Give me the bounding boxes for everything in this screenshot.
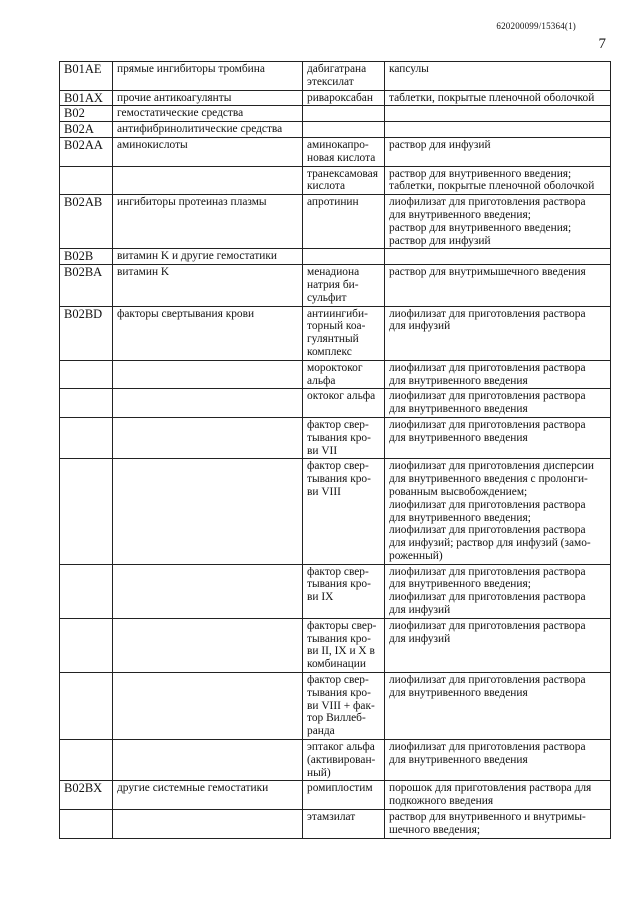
dosage-form-cell: [385, 249, 611, 265]
drug-name-line: тор Виллеб-: [307, 712, 366, 725]
drug-name-line: факторы свер-: [307, 619, 377, 632]
drug-name-line: тывания кро-: [307, 431, 371, 444]
drug-name-line: торный коа-: [307, 320, 366, 333]
drug-name-cell: [303, 166, 385, 195]
table-body: [60, 62, 611, 839]
dosage-form-line: для внутривенного введения: [389, 431, 528, 444]
drug-name-cell: [303, 740, 385, 781]
dosage-form-cell: [385, 389, 611, 418]
drug-name-line: апротинин: [307, 196, 359, 209]
atc-code-cell: [60, 740, 113, 781]
dosage-form-line: лиофилизат для приготовления раствора: [389, 674, 586, 687]
table-row: [60, 106, 611, 122]
group-name-line: другие системные гемостатики: [117, 782, 269, 795]
drug-name-cell: [303, 781, 385, 810]
table-row: [60, 740, 611, 781]
dosage-form-line: лиофилизат для приготовления раствора: [389, 498, 586, 511]
drug-name-cell: [303, 122, 385, 138]
dosage-form-line: лиофилизат для приготовления раствора: [389, 390, 586, 403]
dosage-form-cell: [385, 265, 611, 306]
group-name-cell: [113, 810, 303, 839]
dosage-form-cell: [385, 673, 611, 740]
group-name-cell: [113, 62, 303, 91]
dosage-form-cell: [385, 306, 611, 360]
dosage-form-cell: [385, 618, 611, 672]
dosage-form-line: для внутривенного введения: [389, 403, 528, 416]
dosage-form-line: лиофилизат для приготовления раствора: [389, 196, 586, 209]
group-name-cell: [113, 673, 303, 740]
atc-code-cell: [60, 459, 113, 564]
drug-name-line: гулянтный: [307, 333, 359, 346]
drug-name-line: натрия би-: [307, 278, 359, 291]
dosage-form-line: лиофилизат для приготовления раствора: [389, 591, 586, 604]
drug-name-cell: [303, 306, 385, 360]
drug-name-line: менадиона: [307, 266, 360, 279]
group-name-cell: [113, 781, 303, 810]
dosage-form-line: для внутривенного введения;: [389, 208, 531, 221]
drug-name-line: комплекс: [307, 345, 352, 358]
drug-name-cell: [303, 417, 385, 458]
drug-name-cell: [303, 249, 385, 265]
dosage-form-line: лиофилизат для приготовления раствора: [389, 619, 586, 632]
group-name-cell: [113, 564, 303, 618]
group-name-line: антифибринолитические средства: [117, 123, 283, 136]
drug-name-line: аминокапро-: [307, 138, 369, 151]
table-row: [60, 122, 611, 138]
group-name-cell: [113, 417, 303, 458]
drug-name-line: транексамовая: [307, 167, 378, 180]
dosage-form-cell: [385, 459, 611, 564]
atc-code-cell: [60, 417, 113, 458]
group-name-cell: [113, 166, 303, 195]
dosage-form-line: таблетки, покрытые пленочной оболочкой: [389, 91, 595, 104]
dosage-form-cell: [385, 90, 611, 106]
table-row: [60, 360, 611, 389]
drug-name-cell: [303, 360, 385, 389]
dosage-form-cell: [385, 360, 611, 389]
group-name-cell: [113, 459, 303, 564]
atc-code-cell: B02AA: [60, 137, 113, 166]
drug-name-line: фактор свер-: [307, 460, 369, 473]
atc-code-cell: [60, 810, 113, 839]
drug-name-cell: [303, 137, 385, 166]
dosage-form-cell: [385, 195, 611, 249]
drug-name-cell: [303, 459, 385, 564]
drug-name-line: ный): [307, 766, 331, 779]
atc-code-cell: B02: [60, 106, 113, 122]
drug-name-cell: [303, 195, 385, 249]
group-name-line: витамин K и другие гемостатики: [117, 250, 278, 263]
dosage-form-line: роженный): [389, 549, 443, 562]
group-name-line: витамин K: [117, 266, 170, 279]
drug-name-line: эптаког альфа: [307, 741, 375, 754]
table-row: [60, 564, 611, 618]
group-name-cell: [113, 265, 303, 306]
drug-name-line: фактор свер-: [307, 674, 369, 687]
group-name-line: аминокислоты: [117, 138, 188, 151]
dosage-form-line: для внутривенного введения;: [389, 511, 531, 524]
table-row: [60, 389, 611, 418]
drug-name-line: тывания кро-: [307, 473, 371, 486]
group-name-line: факторы свертывания крови: [117, 307, 255, 320]
table-row: [60, 459, 611, 564]
atc-code-cell: [60, 618, 113, 672]
dosage-form-line: для инфузий: [389, 604, 451, 617]
group-name-cell: [113, 122, 303, 138]
table-row: [60, 166, 611, 195]
group-name-cell: [113, 195, 303, 249]
drug-name-line: ви II, IX и X в: [307, 645, 375, 658]
drug-name-line: тывания кро-: [307, 632, 371, 645]
dosage-form-line: для инфузий: [389, 632, 451, 645]
drug-name-cell: [303, 62, 385, 91]
dosage-form-cell: [385, 122, 611, 138]
table-row: [60, 62, 611, 91]
atc-code-cell: B02A: [60, 122, 113, 138]
document-number: 620200099/15364(1): [496, 21, 576, 31]
dosage-form-line: раствор для внутривенного и внутримы-: [389, 811, 586, 824]
table-row: [60, 137, 611, 166]
drug-name-line: тывания кро-: [307, 686, 371, 699]
dosage-form-line: для внутривенного введения: [389, 753, 528, 766]
group-name-cell: [113, 249, 303, 265]
drug-name-line: сульфит: [307, 291, 347, 304]
drug-name-line: мороктоког: [307, 361, 363, 374]
dosage-form-line: для внутривенного введения с пролонги-: [389, 473, 588, 486]
group-name-line: прямые ингибиторы тромбина: [117, 63, 265, 75]
page-number: 7: [598, 36, 606, 52]
drug-name-line: альфа: [307, 374, 336, 387]
atc-code-cell: [60, 360, 113, 389]
drug-name-cell: [303, 673, 385, 740]
drug-name-cell: [303, 389, 385, 418]
table-row: [60, 810, 611, 839]
dosage-form-cell: [385, 417, 611, 458]
dosage-form-line: лиофилизат для приготовления дисперсии: [389, 460, 595, 473]
dosage-form-line: для внутривенного введения: [389, 374, 528, 387]
atc-code-cell: B02BA: [60, 265, 113, 306]
drug-name-line: ви VII: [307, 444, 338, 457]
drug-name-line: ромиплостим: [307, 782, 373, 795]
drug-name-line: ривароксабан: [307, 91, 373, 104]
drug-name-line: октоког альфа: [307, 390, 376, 403]
dosage-form-line: лиофилизат для приготовления раствора: [389, 361, 586, 374]
group-name-cell: [113, 137, 303, 166]
drug-name-cell: [303, 265, 385, 306]
table-row: [60, 781, 611, 810]
atc-code-cell: B01AX: [60, 90, 113, 106]
group-name-cell: [113, 360, 303, 389]
dosage-form-cell: [385, 810, 611, 839]
atc-code-cell: B02BX: [60, 781, 113, 810]
dosage-form-line: капсулы: [389, 63, 429, 75]
dosage-form-line: для внутривенного введения: [389, 686, 528, 699]
table-row: [60, 618, 611, 672]
drug-name-line: ви VIII + фак-: [307, 699, 375, 712]
drug-classification-table: [59, 61, 611, 839]
drug-name-cell: [303, 810, 385, 839]
dosage-form-line: раствор для внутривенного введения;: [389, 167, 572, 180]
dosage-form-line: лиофилизат для приготовления раствора: [389, 565, 586, 578]
drug-name-cell: [303, 564, 385, 618]
drug-name-line: этексилат: [307, 75, 354, 88]
group-name-line: ингибиторы протеиназ плазмы: [117, 196, 267, 209]
atc-code-cell: [60, 564, 113, 618]
drug-name-line: (активирован-: [307, 753, 376, 766]
atc-code-cell: [60, 673, 113, 740]
table-row: [60, 265, 611, 306]
table-row: [60, 417, 611, 458]
dosage-form-cell: [385, 106, 611, 122]
table-row: [60, 90, 611, 106]
dosage-form-line: раствор для внутримышечного введения: [389, 266, 586, 279]
dosage-form-cell: [385, 740, 611, 781]
drug-name-line: антиингиби-: [307, 307, 368, 320]
dosage-form-line: рованным высвобождением;: [389, 485, 528, 498]
drug-name-line: комбинации: [307, 658, 366, 671]
table-row: [60, 249, 611, 265]
drug-name-line: ранда: [307, 725, 335, 738]
drug-name-line: фактор свер-: [307, 565, 369, 578]
drug-name-line: ви IX: [307, 591, 334, 604]
table-row: [60, 306, 611, 360]
drug-name-line: ви VIII: [307, 485, 341, 498]
dosage-form-line: для внутривенного введения;: [389, 578, 531, 591]
group-name-cell: [113, 306, 303, 360]
dosage-form-line: раствор для инфузий: [389, 234, 491, 247]
drug-name-line: новая кислота: [307, 151, 376, 164]
dosage-form-line: для инфузий; раствор для инфузий (замо-: [389, 537, 591, 550]
dosage-form-cell: [385, 137, 611, 166]
group-name-line: гемостатические средства: [117, 107, 244, 120]
table-row: [60, 195, 611, 249]
dosage-form-line: лиофилизат для приготовления раствора: [389, 418, 586, 431]
atc-code-cell: B01AE: [60, 62, 113, 91]
dosage-form-line: порошок для приготовления раствора для: [389, 782, 592, 795]
dosage-form-line: раствор для внутривенного введения;: [389, 221, 572, 234]
group-name-cell: [113, 618, 303, 672]
group-name-line: прочие антикоагулянты: [117, 91, 232, 104]
drug-name-line: кислота: [307, 180, 346, 193]
table-row: [60, 673, 611, 740]
drug-name-line: тывания кро-: [307, 578, 371, 591]
drug-name-line: дабигатрана: [307, 63, 367, 75]
drug-name-line: фактор свер-: [307, 418, 369, 431]
dosage-form-line: лиофилизат для приготовления раствора: [389, 524, 586, 537]
dosage-form-line: подкожного введения: [389, 795, 494, 808]
dosage-form-line: таблетки, покрытые пленочной оболочкой: [389, 180, 595, 193]
drug-name-cell: [303, 106, 385, 122]
atc-code-cell: B02AB: [60, 195, 113, 249]
dosage-form-line: лиофилизат для приготовления раствора: [389, 741, 586, 754]
dosage-form-line: для инфузий: [389, 320, 451, 333]
drug-name-cell: [303, 618, 385, 672]
dosage-form-cell: [385, 62, 611, 91]
dosage-form-line: лиофилизат для приготовления раствора: [389, 307, 586, 320]
dosage-form-cell: [385, 781, 611, 810]
atc-code-cell: B02BD: [60, 306, 113, 360]
dosage-form-line: шечного введения;: [389, 823, 481, 836]
group-name-cell: [113, 106, 303, 122]
group-name-cell: [113, 740, 303, 781]
drug-name-cell: [303, 90, 385, 106]
group-name-cell: [113, 389, 303, 418]
drug-name-line: этамзилат: [307, 811, 356, 824]
dosage-form-line: раствор для инфузий: [389, 138, 491, 151]
atc-code-cell: B02B: [60, 249, 113, 265]
atc-code-cell: [60, 166, 113, 195]
atc-code-cell: [60, 389, 113, 418]
dosage-form-cell: [385, 564, 611, 618]
dosage-form-cell: [385, 166, 611, 195]
group-name-cell: [113, 90, 303, 106]
